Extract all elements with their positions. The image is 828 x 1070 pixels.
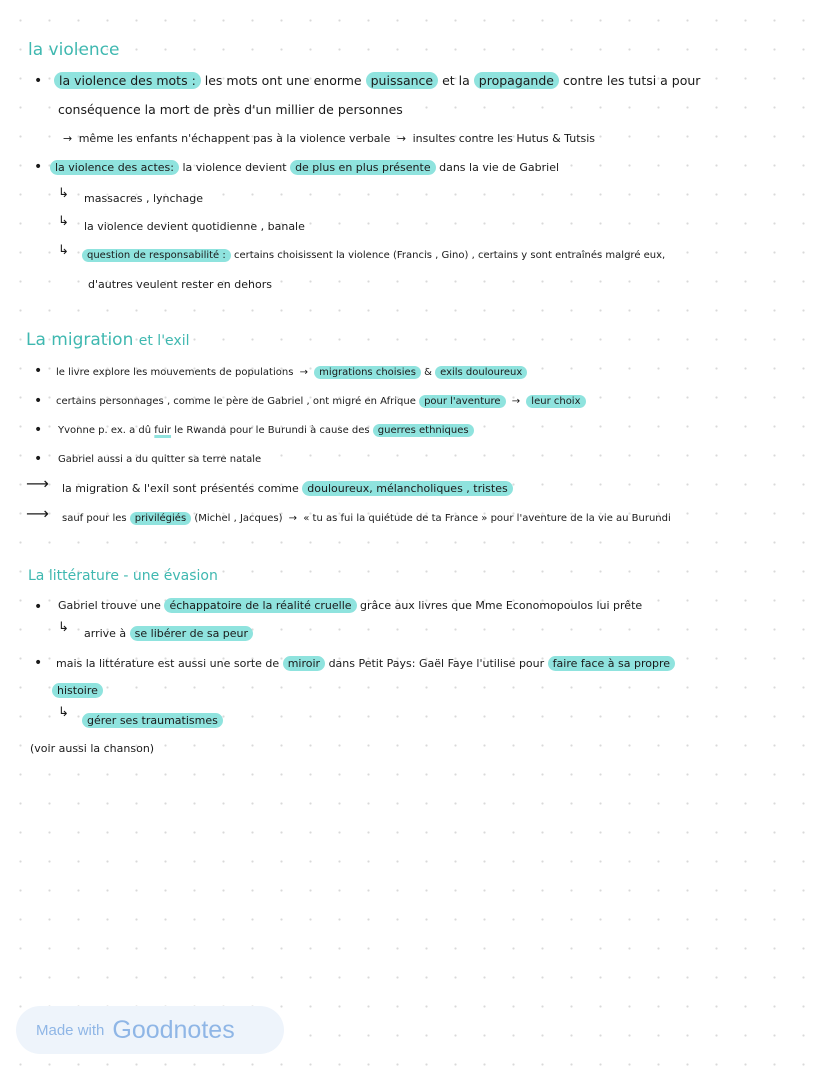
- hook-arrow-icon: ↳: [58, 620, 69, 635]
- arrow-icon: →: [63, 132, 73, 145]
- long-arrow-icon: ⟶: [26, 504, 49, 523]
- violence-actes-line: la violence des actes: la violence devient de plus en plus présente dans la vie de Gabriel: [50, 159, 559, 177]
- hook-arrow-icon: ↳: [58, 705, 69, 720]
- quotidienne-line: la violence devient quotidienne , banale: [84, 220, 305, 233]
- heading-violence: la violence: [28, 40, 120, 60]
- made-with-goodnotes-badge: Made with Goodnotes: [16, 1006, 284, 1054]
- arrow-icon: →: [511, 396, 521, 407]
- echappatoire-line: Gabriel trouve une échappatoire de la réalité cruelle grâce aux livres que Mme Economopoulos lui prête: [58, 599, 643, 612]
- bullet: •: [34, 422, 43, 438]
- bullet: •: [34, 363, 43, 379]
- liberer-peur-line: arrive à se libérer de sa peur: [84, 625, 253, 643]
- responsabilite-line: question de responsabilité : certains choisissent la violence (Francis , Gino) , certains y sont entraînés malgré eux,: [82, 247, 665, 265]
- privilegies-line: sauf pour les privilégiés (Michel , Jacques) → « tu as fui la quiétude de ta France » pour l'aventure de la vie au Burundi: [62, 510, 671, 528]
- arrow-icon: →: [396, 132, 407, 145]
- arrow-icon: →: [299, 367, 308, 378]
- long-arrow-icon: ⟶: [26, 474, 49, 493]
- hook-arrow-icon: ↳: [58, 186, 69, 201]
- bullet: •: [34, 73, 43, 89]
- heading-litterature: La littérature - une évasion: [28, 568, 218, 584]
- violence-mots-line: la violence des mots : les mots ont une enorme puissance et la propagande contre les tutsi a pour: [54, 72, 700, 90]
- hook-arrow-icon: ↳: [58, 243, 69, 258]
- bullet: •: [34, 393, 43, 409]
- gabriel-quitter-line: Gabriel aussi a du quitter sa terre natale: [58, 454, 262, 465]
- mouvements-line: le livre explore les mouvements de populations → migrations choisies & exils douloureux: [56, 364, 527, 382]
- voir-chanson-line: (voir aussi la chanson): [30, 742, 155, 755]
- yvonne-line: Yvonne p. ex. a dû fuir le Rwanda pour le Burundi à cause des guerres ethniques: [58, 422, 474, 440]
- bullet: •: [34, 599, 43, 615]
- migration-exil-line: la migration & l'exil sont présentés comme douloureux, mélancholiques , tristes: [62, 480, 513, 498]
- pere-gabriel-line: certains personnages , comme le père de Gabriel , ont migré en Afrique pour l'aventure → leur choix: [56, 393, 586, 411]
- heading-migration: La migration et l'exil: [26, 330, 190, 350]
- massacres-line: massacres , lynchage: [84, 192, 204, 205]
- arrow-icon: →: [288, 513, 298, 524]
- violence-verbale-line: → même les enfants n'échappent pas à la violence verbale → insultes contre les Hutus & Tutsis: [60, 130, 595, 148]
- traumatismes-line: gérer ses traumatismes: [82, 712, 223, 730]
- goodnotes-logo: Goodnotes: [112, 1015, 235, 1044]
- bullet: •: [34, 159, 43, 175]
- bullet: •: [34, 655, 43, 671]
- hook-arrow-icon: ↳: [58, 214, 69, 229]
- histoire-line: histoire: [52, 682, 103, 700]
- violence-mots-line-2: conséquence la mort de près d'un millier de personnes: [58, 102, 403, 117]
- bullet: •: [34, 451, 43, 467]
- rester-dehors-line: d'autres veulent rester en dehors: [88, 278, 272, 291]
- miroir-line: mais la littérature est aussi une sorte de miroir dans Petit Pays: Gaël Faye l'utilise pour faire face à sa propre: [56, 655, 675, 673]
